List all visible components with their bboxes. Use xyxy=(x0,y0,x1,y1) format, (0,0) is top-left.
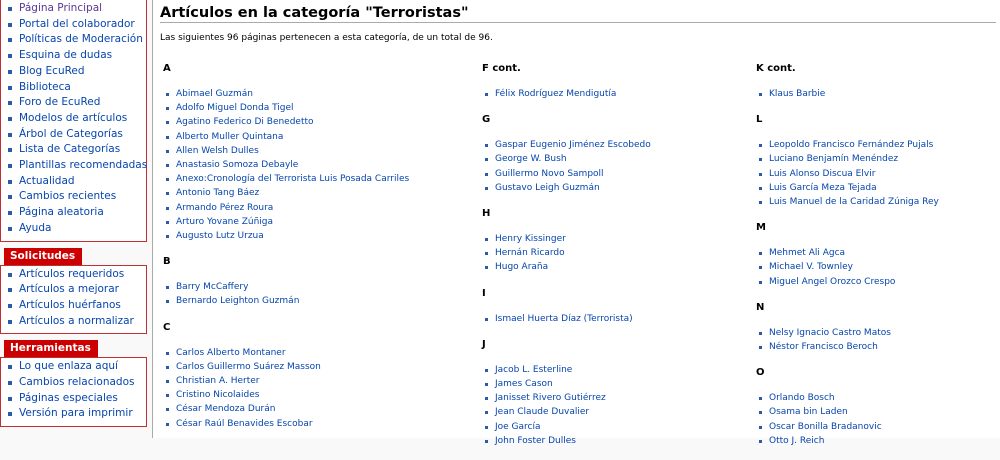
sidebar-link-biblioteca[interactable] xyxy=(1,80,146,96)
article-link-label: César Raúl Benavides Escobar xyxy=(176,418,313,429)
sidebar-link-arbol-de-categorias[interactable] xyxy=(1,127,146,143)
sidebar xyxy=(0,0,147,438)
bullet-icon xyxy=(485,144,488,147)
bullet-icon xyxy=(166,150,169,153)
bullet-icon xyxy=(8,273,12,277)
article-list xyxy=(482,363,651,448)
solicitudes-header: Solicitudes xyxy=(4,248,82,265)
article-link-label: Arturo Yovane Zúñiga xyxy=(176,216,274,227)
article-link-label: Jacob L. Esterline xyxy=(495,364,573,375)
sidebar-link-portal-del-colaborador[interactable] xyxy=(1,17,146,33)
article-list xyxy=(482,87,651,101)
sidebar-link-ayuda[interactable] xyxy=(1,221,146,237)
article-link-label: Osama bin Laden xyxy=(769,407,848,418)
article-link-label: Klaus Barbie xyxy=(769,89,826,99)
article-link-label: Luis Manuel de la Caridad Zúniga Rey xyxy=(769,197,939,208)
letter-group-c xyxy=(163,321,409,431)
bullet-icon xyxy=(166,221,169,224)
bullet-icon xyxy=(485,252,488,255)
bullet-icon xyxy=(759,426,762,429)
category-intro: Las siguientes 96 páginas pertenecen a esta categoría, de un total de 96. xyxy=(160,33,493,43)
sidebar-link-label: Cambios recientes xyxy=(19,190,117,203)
bullet-icon xyxy=(759,397,762,400)
sidebar-link-label: Esquina de dudas xyxy=(19,49,113,62)
article-link-label: Carlos Alberto Montaner xyxy=(176,347,286,358)
sidebar-link-pagina-principal[interactable] xyxy=(1,1,146,17)
bullet-icon xyxy=(759,173,762,176)
bullet-icon xyxy=(485,238,488,241)
bullet-icon xyxy=(8,164,12,168)
bullet-icon xyxy=(166,394,169,397)
article-link[interactable] xyxy=(756,340,939,354)
article-link[interactable] xyxy=(163,158,409,172)
article-link-label: Augusto Lutz Urzua xyxy=(176,231,264,242)
bullet-icon xyxy=(166,352,169,355)
article-link[interactable] xyxy=(756,260,939,274)
article-link[interactable] xyxy=(482,246,651,260)
article-link-label: Néstor Francisco Beroch xyxy=(769,342,878,353)
sidebar-link-lista-de-categorias[interactable] xyxy=(1,142,146,158)
sidebar-link-label: Páginas especiales xyxy=(19,391,118,404)
article-link-label: Mehmet Ali Agca xyxy=(769,248,846,259)
bullet-icon xyxy=(166,178,169,181)
article-link[interactable] xyxy=(482,391,651,405)
solicitudes-portlet xyxy=(0,265,147,335)
sidebar-link-label: Modelos de artículos xyxy=(19,111,128,124)
sidebar-link-label: Lista de Categorías xyxy=(19,143,121,156)
sidebar-link-label: Biblioteca xyxy=(19,80,71,93)
article-link-label: Armando Pérez Roura xyxy=(176,202,274,213)
article-link[interactable] xyxy=(482,181,651,195)
sidebar-link-articulos-a-mejorar[interactable] xyxy=(1,282,146,298)
bullet-icon xyxy=(485,411,488,414)
sidebar-link-modelos-de-articulos[interactable] xyxy=(1,111,146,127)
sidebar-link-blog-ecured[interactable] xyxy=(1,64,146,80)
article-link-label: Barry McCaffery xyxy=(176,282,249,293)
bullet-icon xyxy=(759,346,762,349)
article-link-label: Bernardo Leighton Guzmán xyxy=(176,296,300,307)
article-link-label: Félix Rodríguez Mendigutía xyxy=(495,89,617,99)
bullet-icon xyxy=(8,86,12,90)
letter-heading: A xyxy=(163,63,171,74)
article-link-label: Alberto Muller Quintana xyxy=(176,131,284,142)
article-link[interactable] xyxy=(163,294,409,308)
bullet-icon xyxy=(485,266,488,269)
article-link[interactable] xyxy=(756,434,939,448)
article-link[interactable] xyxy=(482,420,651,434)
letter-group-l xyxy=(756,113,939,209)
article-list xyxy=(482,232,651,275)
article-link[interactable] xyxy=(482,167,651,181)
article-link-label: Jean Claude Duvalier xyxy=(495,407,590,418)
solicitudes-list xyxy=(1,267,146,330)
article-link-label: Nelsy Ignacio Castro Matos xyxy=(769,327,891,338)
article-link-label: Michael V. Townley xyxy=(769,262,853,273)
page-title: Artículos en la categoría "Terroristas" xyxy=(160,5,469,21)
letter-group-b xyxy=(163,255,409,308)
bullet-icon xyxy=(166,423,169,426)
sidebar-link-pagina-aleatoria[interactable] xyxy=(1,205,146,221)
bullet-icon xyxy=(8,412,12,416)
sidebar-link-label: Artículos requeridos xyxy=(19,267,125,280)
bullet-icon xyxy=(485,369,488,372)
navigation-list xyxy=(1,1,146,237)
sidebar-link-label: Versión para imprimir xyxy=(19,407,133,420)
bullet-icon xyxy=(8,38,12,42)
article-link-label: Leopoldo Francisco Fernández Pujals xyxy=(769,140,934,151)
article-link[interactable] xyxy=(163,172,409,186)
bullet-icon xyxy=(8,148,12,152)
article-link[interactable] xyxy=(163,130,409,144)
article-link-label: Abimael Guzmán xyxy=(176,89,253,99)
bullet-icon xyxy=(166,300,169,303)
article-list xyxy=(163,280,409,308)
letter-heading: J xyxy=(482,338,486,350)
bullet-icon xyxy=(8,397,12,401)
bullet-icon xyxy=(485,318,488,321)
article-link[interactable] xyxy=(163,346,409,360)
bullet-icon xyxy=(8,54,12,58)
herramientas-header: Herramientas xyxy=(4,340,98,357)
article-link[interactable] xyxy=(163,374,409,388)
bullet-icon xyxy=(485,397,488,400)
article-link-label: César Mendoza Durán xyxy=(176,404,276,415)
bullet-icon xyxy=(8,320,12,324)
article-link-label: George W. Bush xyxy=(495,154,567,165)
article-link-label: Anastasio Somoza Debayle xyxy=(176,160,299,171)
article-link[interactable] xyxy=(163,280,409,294)
letter-heading: H xyxy=(482,208,491,220)
letter-group-i xyxy=(482,287,651,326)
article-link[interactable] xyxy=(163,360,409,374)
bullet-icon xyxy=(485,426,488,429)
article-link[interactable] xyxy=(482,232,651,246)
bullet-icon xyxy=(485,173,488,176)
bullet-icon xyxy=(485,187,488,190)
navigation-portlet xyxy=(0,0,147,242)
sidebar-link-actualidad[interactable] xyxy=(1,174,146,190)
sidebar-link-cambios-recientes[interactable] xyxy=(1,189,146,205)
letter-group-m xyxy=(756,221,939,289)
bullet-icon xyxy=(8,180,12,184)
article-link[interactable] xyxy=(163,101,409,115)
article-link-label: Christian A. Herter xyxy=(176,376,260,387)
article-link-label: Henry Kissinger xyxy=(495,234,566,245)
article-link-label: Janisset Rivero Gutiérrez xyxy=(495,393,606,404)
letter-heading: K cont. xyxy=(756,63,796,74)
article-link[interactable] xyxy=(756,138,939,152)
bullet-icon xyxy=(166,164,169,167)
sidebar-link-cambios-relacionados[interactable] xyxy=(1,375,146,391)
article-link-label: Oscar Bonilla Bradanovic xyxy=(769,421,882,432)
article-link-label: James Cason xyxy=(495,379,553,390)
sidebar-link-label: Artículos huérfanos xyxy=(19,298,121,311)
bullet-icon xyxy=(485,440,488,443)
category-column-1 xyxy=(163,62,409,443)
article-link-label: Allen Welsh Dulles xyxy=(176,145,259,156)
bullet-icon xyxy=(8,133,12,137)
sidebar-link-lo-que-enlaza-aqui[interactable] xyxy=(1,359,146,375)
category-column-3 xyxy=(756,62,939,460)
bullet-icon xyxy=(8,381,12,385)
article-list xyxy=(756,246,939,289)
article-list xyxy=(482,312,651,326)
letter-heading: N xyxy=(756,301,765,313)
bullet-icon xyxy=(759,281,762,284)
sidebar-link-label: Blog EcuRed xyxy=(19,64,85,77)
article-link-label: Antonio Tang Báez xyxy=(176,188,260,199)
letter-heading: O xyxy=(756,367,765,379)
article-link[interactable] xyxy=(163,201,409,215)
sidebar-link-label: Portal del colaborador xyxy=(19,17,135,30)
article-link-label: Adolfo Miguel Donda Tigel xyxy=(176,103,294,114)
article-list xyxy=(163,346,409,431)
letter-heading: F cont. xyxy=(482,63,521,74)
article-link-label: Hernán Ricardo xyxy=(495,248,565,259)
sidebar-link-paginas-especiales[interactable] xyxy=(1,391,146,407)
letter-group-n xyxy=(756,301,939,354)
herramientas-portlet xyxy=(0,357,147,427)
sidebar-link-esquina-de-dudas[interactable] xyxy=(1,48,146,64)
article-link[interactable] xyxy=(163,215,409,229)
letter-heading: C xyxy=(163,321,171,333)
sidebar-link-label: Actualidad xyxy=(19,174,75,187)
article-link-label: Ismael Huerta Díaz (Terrorista) xyxy=(495,313,633,324)
bullet-icon xyxy=(8,227,12,231)
sidebar-link-label: Artículos a normalizar xyxy=(19,314,134,327)
letter-group-o xyxy=(756,366,939,448)
bullet-icon xyxy=(8,304,12,308)
bullet-icon xyxy=(8,211,12,215)
article-link[interactable] xyxy=(756,181,939,195)
bullet-icon xyxy=(8,101,12,105)
bullet-icon xyxy=(759,201,762,204)
sidebar-link-plantillas-recomendadas[interactable] xyxy=(1,158,146,174)
letter-group-g xyxy=(482,113,651,195)
sidebar-link-label: Políticas de Moderación xyxy=(19,33,143,46)
herramientas-list xyxy=(1,359,146,422)
bullet-icon xyxy=(166,286,169,289)
article-link[interactable] xyxy=(482,152,651,166)
bullet-icon xyxy=(759,252,762,255)
letter-group-j xyxy=(482,338,651,448)
sidebar-link-label: Lo que enlaza aquí xyxy=(19,360,118,373)
article-link[interactable] xyxy=(163,87,409,101)
article-link[interactable] xyxy=(756,420,939,434)
main-content xyxy=(152,0,1000,446)
sidebar-link-label: Artículos a mejorar xyxy=(19,283,119,296)
bullet-icon xyxy=(166,192,169,195)
bullet-icon xyxy=(166,107,169,110)
article-link[interactable] xyxy=(163,417,409,431)
letter-group-h xyxy=(482,207,651,275)
bullet-icon xyxy=(759,93,762,96)
article-link[interactable] xyxy=(756,275,939,289)
article-link[interactable] xyxy=(756,195,939,209)
bullet-icon xyxy=(166,366,169,369)
bullet-icon xyxy=(8,195,12,199)
article-list xyxy=(482,138,651,195)
letter-heading: M xyxy=(756,222,766,234)
article-link-label: Gaspar Eugenio Jiménez Escobedo xyxy=(495,140,651,151)
bullet-icon xyxy=(485,158,488,161)
bullet-icon xyxy=(759,158,762,161)
bullet-icon xyxy=(8,23,12,27)
article-link-label: Carlos Guillermo Suárez Masson xyxy=(176,361,321,372)
article-link[interactable] xyxy=(756,167,939,181)
article-link[interactable] xyxy=(756,246,939,260)
bullet-icon xyxy=(166,136,169,139)
bullet-icon xyxy=(166,121,169,124)
bullet-icon xyxy=(759,266,762,269)
sidebar-link-label: Cambios relacionados xyxy=(19,376,135,389)
bullet-icon xyxy=(759,332,762,335)
article-link[interactable] xyxy=(482,405,651,419)
letter-group-k-cont xyxy=(756,62,939,101)
article-link[interactable] xyxy=(756,405,939,419)
sidebar-link-version-para-imprimir[interactable] xyxy=(1,406,146,422)
sidebar-link-articulos-huerfanos[interactable] xyxy=(1,298,146,314)
article-link[interactable] xyxy=(163,144,409,158)
article-link-label: Gustavo Leigh Guzmán xyxy=(495,182,600,193)
article-link-label: Agatino Federico Di Benedetto xyxy=(176,117,314,128)
article-link[interactable] xyxy=(163,186,409,200)
letter-group-f-cont xyxy=(482,62,651,101)
article-link-label: Orlando Bosch xyxy=(769,393,835,404)
bullet-icon xyxy=(166,93,169,96)
article-link[interactable] xyxy=(163,388,409,402)
sidebar-link-politicas-de-moderacion[interactable] xyxy=(1,32,146,48)
bullet-icon xyxy=(166,408,169,411)
bullet-icon xyxy=(166,380,169,383)
article-link[interactable] xyxy=(482,312,651,326)
bullet-icon xyxy=(8,7,12,11)
article-link[interactable] xyxy=(756,326,939,340)
category-column-2 xyxy=(482,62,651,460)
bullet-icon xyxy=(166,235,169,238)
article-link-label: Otto J. Reich xyxy=(769,435,825,446)
letter-heading: G xyxy=(482,114,491,126)
sidebar-link-label: Ayuda xyxy=(19,221,52,234)
article-link[interactable] xyxy=(482,377,651,391)
article-link[interactable] xyxy=(482,434,651,448)
bullet-icon xyxy=(759,411,762,414)
bullet-icon xyxy=(759,187,762,190)
article-link[interactable] xyxy=(482,87,651,101)
bullet-icon xyxy=(8,365,12,369)
article-list xyxy=(756,391,939,448)
article-link-label: Anexo:Cronología del Terrorista Luis Posada Carriles xyxy=(176,174,410,185)
bullet-icon xyxy=(166,207,169,210)
article-list xyxy=(756,87,939,101)
article-link[interactable] xyxy=(482,363,651,377)
article-link[interactable] xyxy=(756,391,939,405)
bullet-icon xyxy=(8,288,12,292)
article-list xyxy=(163,87,409,243)
article-link[interactable] xyxy=(163,229,409,243)
bullet-icon xyxy=(485,383,488,386)
article-link-label: Miguel Angel Orozco Crespo xyxy=(769,276,896,287)
title-divider xyxy=(160,22,996,23)
bullet-icon xyxy=(485,93,488,96)
article-link[interactable] xyxy=(163,115,409,129)
article-link-label: Cristino Nicolaides xyxy=(176,390,260,401)
article-link-label: Guillermo Novo Sampoll xyxy=(495,168,604,179)
article-link[interactable] xyxy=(482,260,651,274)
sidebar-link-label: Árbol de Categorías xyxy=(19,127,123,140)
sidebar-link-label: Página aleatoria xyxy=(19,206,104,219)
sidebar-link-label: Plantillas recomendadas xyxy=(19,159,148,172)
article-link-label: Joe García xyxy=(495,421,541,432)
bullet-icon xyxy=(8,117,12,121)
bullet-icon xyxy=(759,144,762,147)
article-link[interactable] xyxy=(163,402,409,416)
article-link-label: Hugo Araña xyxy=(495,262,549,273)
article-list xyxy=(756,326,939,354)
bullet-icon xyxy=(759,440,762,443)
article-link[interactable] xyxy=(756,152,939,166)
article-link-label: Luis García Meza Tejada xyxy=(769,182,877,193)
article-list xyxy=(756,138,939,209)
article-link-label: Luciano Benjamín Menéndez xyxy=(769,154,899,165)
letter-group-a xyxy=(163,62,409,243)
article-link-label: John Foster Dulles xyxy=(495,435,576,446)
sidebar-link-label: Foro de EcuRed xyxy=(19,96,101,109)
sidebar-link-foro-de-ecured[interactable] xyxy=(1,95,146,111)
bullet-icon xyxy=(8,70,12,74)
letter-heading: I xyxy=(482,287,486,299)
article-link-label: Luis Alonso Discua Elvir xyxy=(769,168,876,179)
sidebar-link-articulos-requeridos[interactable] xyxy=(1,267,146,283)
letter-heading: B xyxy=(163,256,171,268)
article-link[interactable] xyxy=(756,87,939,101)
letter-heading: L xyxy=(756,114,763,126)
article-link[interactable] xyxy=(482,138,651,152)
sidebar-link-articulos-a-normalizar[interactable] xyxy=(1,314,146,330)
sidebar-link-label: Página Principal xyxy=(19,2,103,14)
